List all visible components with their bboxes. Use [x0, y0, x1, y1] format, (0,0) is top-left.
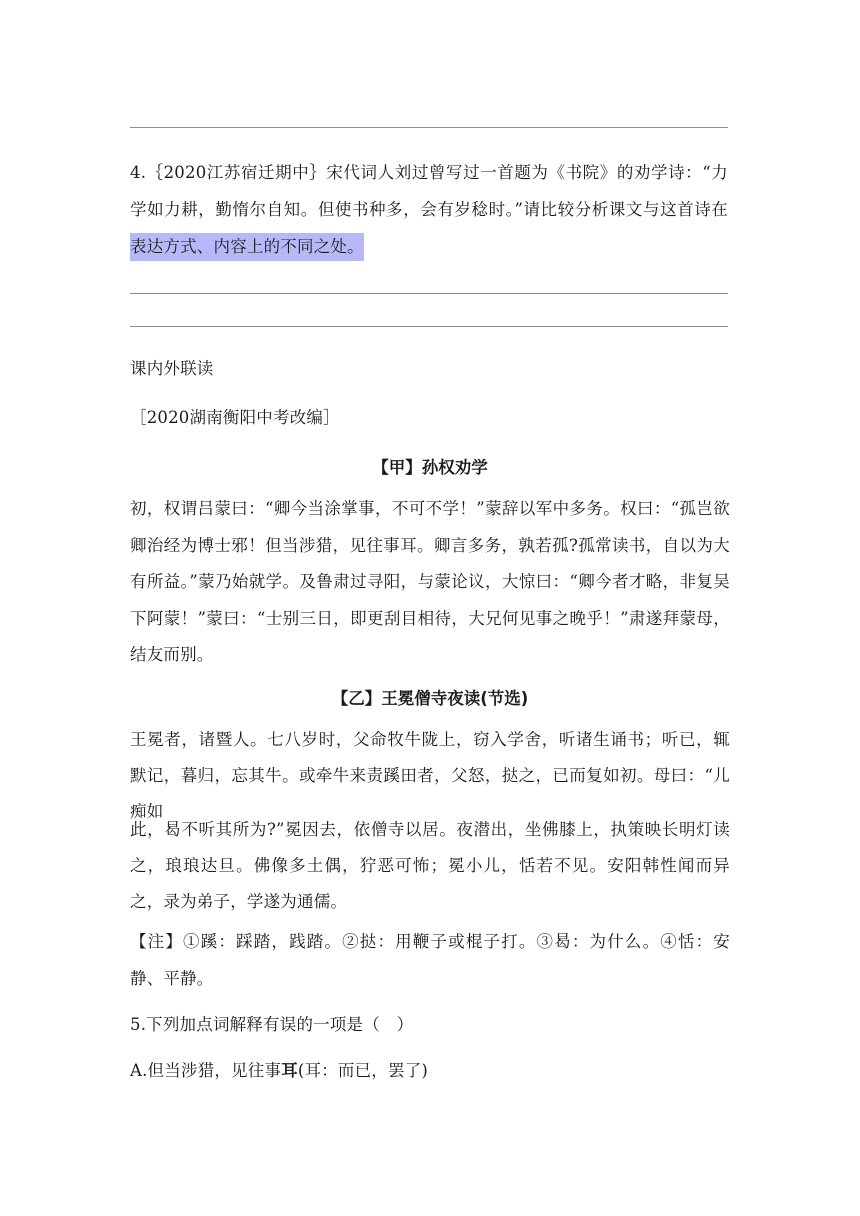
question-5-option-a	[130, 1052, 730, 1089]
answer-line-1	[130, 127, 728, 128]
section-title: 课内外联读	[130, 359, 214, 378]
passage-a-body: 初，权谓吕蒙曰：“卿今当涂掌事，不可不学！”蒙辞以军中多务。权曰：“孤岂欲卿治经为博士邪！但当涉猎，见往事耳。卿言多务，孰若孤?孤常读书，自以为大有所益。”蒙乃始就学。及鲁肃过寻阳，与蒙论议，大惊曰：“卿今者才略，非复吴下阿蒙！”蒙曰：“士别三日，即更刮目相待，大兄何见事之晚乎！”肃遂拜蒙母，结友而别。	[130, 499, 730, 665]
option-a-prefix: A.但当涉猎，见往事	[130, 1061, 282, 1080]
answer-line-3	[130, 326, 728, 327]
source-tag: ［2020湖南衡阳中考改编］	[130, 408, 340, 427]
passage-b-title: 【乙】王冕僧寺夜读(节选)	[331, 689, 529, 708]
option-a-key-word: 耳	[281, 1061, 298, 1080]
question-4	[130, 154, 728, 265]
answer-line-2	[130, 293, 728, 294]
annotation-note: 【注】①蹊：踩踏，践踏。②挞：用鞭子或棍子打。③曷：为什么。④恬：安静、平静。	[130, 932, 730, 988]
passage-b-body-2: 此，曷不听其所为?”冕因去，依僧寺以居。夜潜出，坐佛膝上，执策映长明灯读之，琅琅达旦。佛像多土偶，狞恶可怖；冕小儿，恬若不见。安阳韩性闻而异之，录为弟子，学遂为通儒。	[130, 820, 730, 911]
question-4-highlight[interactable]: 表达方式、内容上的不同之处。	[130, 233, 364, 261]
option-a-suffix: (耳：而已，罢了)	[297, 1061, 429, 1080]
passage-b-body-1: 王冕者，诸暨人。七八岁时，父命牧牛陇上，窃入学舍，听诸生诵书；听已，辄默记，暮归，忘其牛。或牵牛来责蹊田者，父怒，挞之，已而复如初。母曰：“儿痴如	[130, 730, 730, 821]
passage-a-title: 【甲】孙权劝学	[372, 458, 488, 477]
question-5-stem: 5.下列加点词解释有误的一项是（ ）	[130, 1015, 414, 1034]
question-4-text: 4.｛2020江苏宿迁期中｝宋代词人刘过曾写过一首题为《书院》的劝学诗：“力学如力耕，勤惰尔自知。但使书种多，会有岁稔时。”请比较分析课文与这首诗在	[130, 163, 728, 219]
